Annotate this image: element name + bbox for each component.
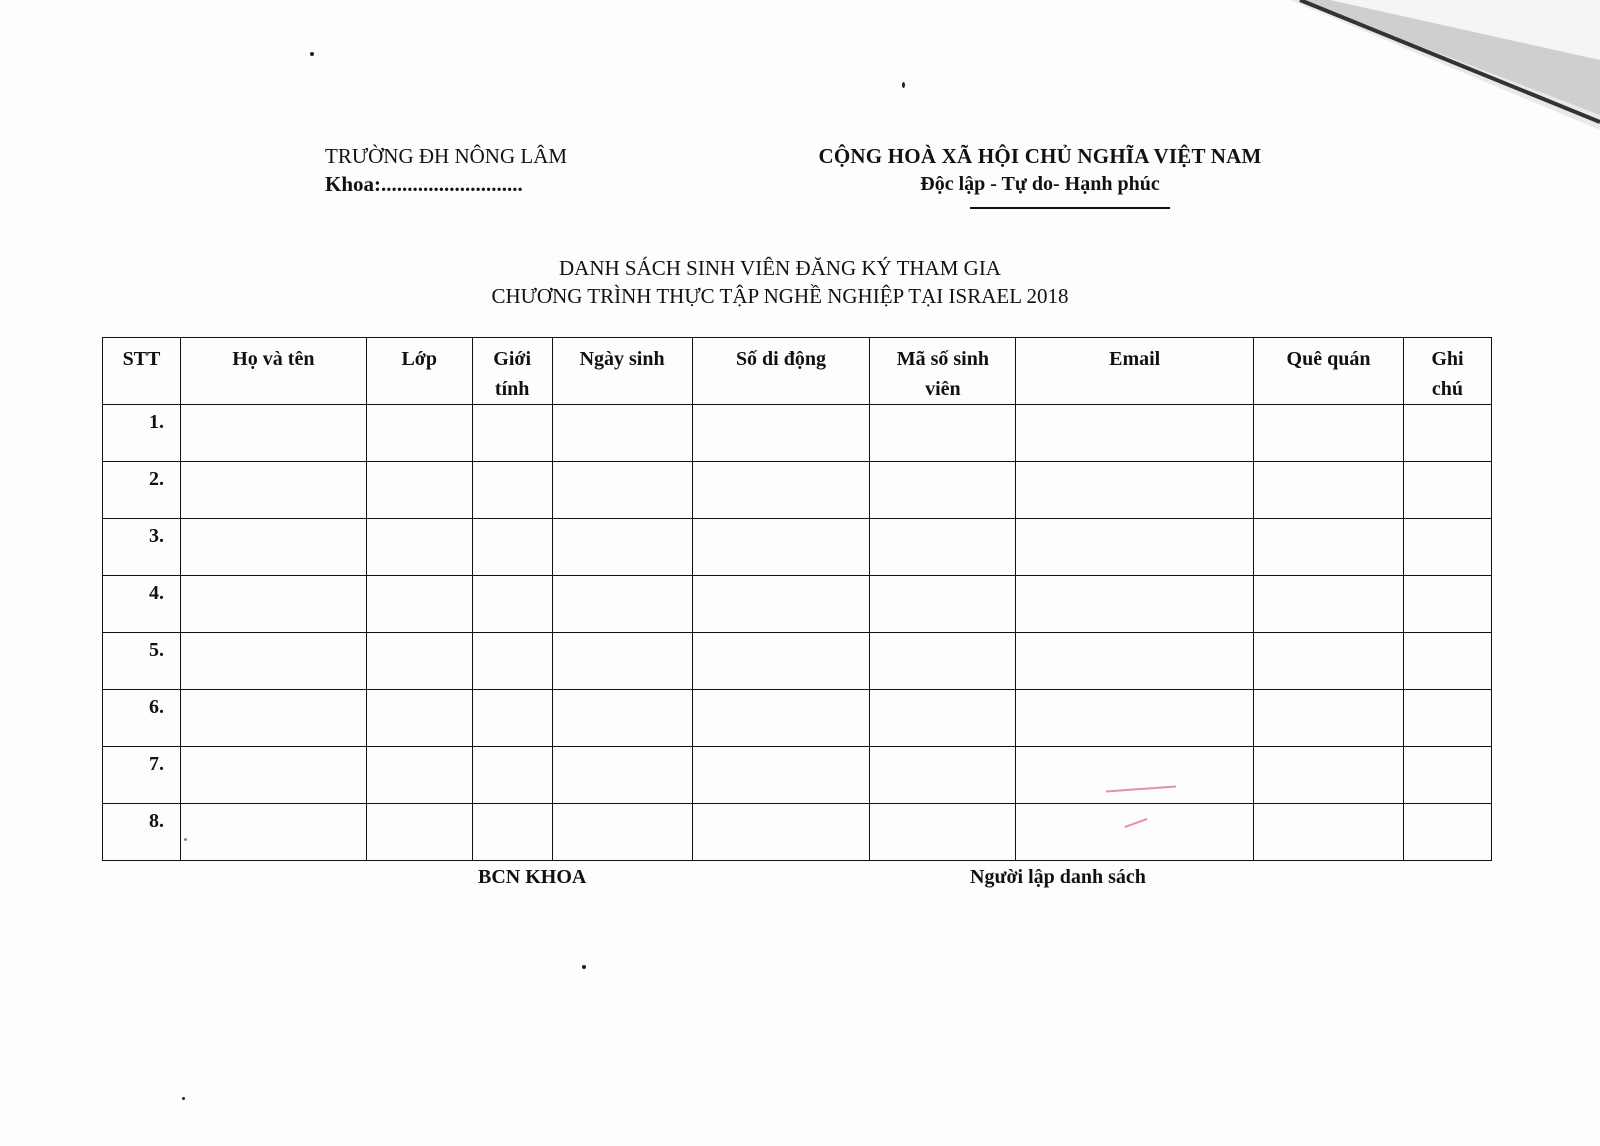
scan-speck xyxy=(310,52,314,56)
folded-corner xyxy=(1290,0,1600,130)
national-motto: Độc lập - Tự do- Hạnh phúc xyxy=(920,173,1160,195)
table-row xyxy=(103,576,1492,633)
column-header-gender: Giới tính xyxy=(472,338,552,405)
name-cell[interactable] xyxy=(180,633,366,690)
document-title xyxy=(380,254,1180,310)
row-number: 6. xyxy=(103,690,181,747)
note-cell[interactable] xyxy=(1403,405,1491,462)
gender-cell[interactable] xyxy=(472,405,552,462)
hometown-cell[interactable] xyxy=(1254,633,1404,690)
dob-cell[interactable] xyxy=(552,633,692,690)
gender-cell[interactable] xyxy=(472,747,552,804)
national-heading xyxy=(800,142,1280,198)
column-header-class: Lớp xyxy=(366,338,472,405)
dob-cell[interactable] xyxy=(552,690,692,747)
row-number: 8. xyxy=(103,804,181,861)
email-cell[interactable] xyxy=(1016,462,1254,519)
hometown-cell[interactable] xyxy=(1254,519,1404,576)
title-line-1: DANH SÁCH SINH VIÊN ĐĂNG KÝ THAM GIA xyxy=(559,256,1001,280)
scan-speck xyxy=(582,965,586,969)
student-id-cell[interactable] xyxy=(870,747,1016,804)
gender-cell[interactable] xyxy=(472,633,552,690)
dob-cell[interactable] xyxy=(552,747,692,804)
motto-underline xyxy=(970,207,1170,209)
hometown-cell[interactable] xyxy=(1254,576,1404,633)
gender-cell[interactable] xyxy=(472,690,552,747)
note-cell[interactable] xyxy=(1403,747,1491,804)
class-cell[interactable] xyxy=(366,405,472,462)
row-number: 7. xyxy=(103,747,181,804)
student-id-cell[interactable] xyxy=(870,405,1016,462)
class-cell[interactable] xyxy=(366,462,472,519)
hometown-cell[interactable] xyxy=(1254,747,1404,804)
row-number: 5. xyxy=(103,633,181,690)
name-cell[interactable] xyxy=(180,576,366,633)
class-cell[interactable] xyxy=(366,519,472,576)
column-header-phone: Số di động xyxy=(692,338,870,405)
student-id-cell[interactable] xyxy=(870,633,1016,690)
name-cell[interactable] xyxy=(180,804,366,861)
republic-name: CỘNG HOÀ XÃ HỘI CHỦ NGHĨA VIỆT NAM xyxy=(818,144,1262,168)
table-header-row xyxy=(103,338,1492,405)
phone-cell[interactable] xyxy=(692,690,870,747)
table-row xyxy=(103,633,1492,690)
email-cell[interactable] xyxy=(1016,519,1254,576)
note-cell[interactable] xyxy=(1403,633,1491,690)
class-cell[interactable] xyxy=(366,690,472,747)
column-header-note: Ghi chú xyxy=(1403,338,1491,405)
gender-cell[interactable] xyxy=(472,804,552,861)
note-cell[interactable] xyxy=(1403,690,1491,747)
table-row xyxy=(103,405,1492,462)
note-cell[interactable] xyxy=(1403,576,1491,633)
table-row xyxy=(103,462,1492,519)
column-header-student-id: Mã số sinh viên xyxy=(870,338,1016,405)
email-cell[interactable] xyxy=(1016,804,1254,861)
hometown-cell[interactable] xyxy=(1254,804,1404,861)
student-id-cell[interactable] xyxy=(870,804,1016,861)
email-cell[interactable] xyxy=(1016,747,1254,804)
gender-cell[interactable] xyxy=(472,576,552,633)
school-name: TRƯỜNG ĐH NÔNG LÂM xyxy=(325,144,568,168)
phone-cell[interactable] xyxy=(692,747,870,804)
name-cell[interactable] xyxy=(180,405,366,462)
gender-cell[interactable] xyxy=(472,519,552,576)
table-row xyxy=(103,804,1492,861)
email-cell[interactable] xyxy=(1016,576,1254,633)
phone-cell[interactable] xyxy=(692,462,870,519)
student-id-cell[interactable] xyxy=(870,519,1016,576)
table-row xyxy=(103,747,1492,804)
student-id-cell[interactable] xyxy=(870,690,1016,747)
phone-cell[interactable] xyxy=(692,405,870,462)
name-cell[interactable] xyxy=(180,519,366,576)
hometown-cell[interactable] xyxy=(1254,405,1404,462)
column-header-dob: Ngày sinh xyxy=(552,338,692,405)
name-cell[interactable] xyxy=(180,747,366,804)
table-row xyxy=(103,690,1492,747)
column-header-name: Họ và tên xyxy=(180,338,366,405)
phone-cell[interactable] xyxy=(692,576,870,633)
scan-speck xyxy=(184,838,187,841)
row-number: 2. xyxy=(103,462,181,519)
dob-cell[interactable] xyxy=(552,519,692,576)
email-cell[interactable] xyxy=(1016,405,1254,462)
class-cell[interactable] xyxy=(366,576,472,633)
note-cell[interactable] xyxy=(1403,462,1491,519)
phone-cell[interactable] xyxy=(692,804,870,861)
student-id-cell[interactable] xyxy=(870,462,1016,519)
scan-speck xyxy=(182,1097,185,1100)
gender-cell[interactable] xyxy=(472,462,552,519)
dob-cell[interactable] xyxy=(552,804,692,861)
dob-cell[interactable] xyxy=(552,462,692,519)
column-header-email: Email xyxy=(1016,338,1254,405)
note-cell[interactable] xyxy=(1403,519,1491,576)
phone-cell[interactable] xyxy=(692,519,870,576)
faculty-field: Khoa:........................... xyxy=(325,172,523,196)
dob-cell[interactable] xyxy=(552,405,692,462)
faculty-board-signature: BCN KHOA xyxy=(478,866,587,888)
row-number: 3. xyxy=(103,519,181,576)
class-cell[interactable] xyxy=(366,804,472,861)
row-number: 1. xyxy=(103,405,181,462)
phone-cell[interactable] xyxy=(692,633,870,690)
note-cell[interactable] xyxy=(1403,804,1491,861)
issuer-block xyxy=(325,142,567,198)
column-header-hometown: Quê quán xyxy=(1254,338,1404,405)
hometown-cell[interactable] xyxy=(1254,462,1404,519)
name-cell[interactable] xyxy=(180,690,366,747)
scan-speck xyxy=(902,82,905,88)
title-line-2: CHƯƠNG TRÌNH THỰC TẬP NGHỀ NGHIỆP TẠI ISRAEL 2018 xyxy=(491,284,1069,308)
list-preparer-signature: Người lập danh sách xyxy=(970,866,1146,888)
name-cell[interactable] xyxy=(180,462,366,519)
row-number: 4. xyxy=(103,576,181,633)
student-list-table xyxy=(102,337,1492,861)
student-id-cell[interactable] xyxy=(870,576,1016,633)
table-row xyxy=(103,519,1492,576)
class-cell[interactable] xyxy=(366,633,472,690)
email-cell[interactable] xyxy=(1016,690,1254,747)
dob-cell[interactable] xyxy=(552,576,692,633)
email-cell[interactable] xyxy=(1016,633,1254,690)
column-header-stt: STT xyxy=(103,338,181,405)
class-cell[interactable] xyxy=(366,747,472,804)
hometown-cell[interactable] xyxy=(1254,690,1404,747)
